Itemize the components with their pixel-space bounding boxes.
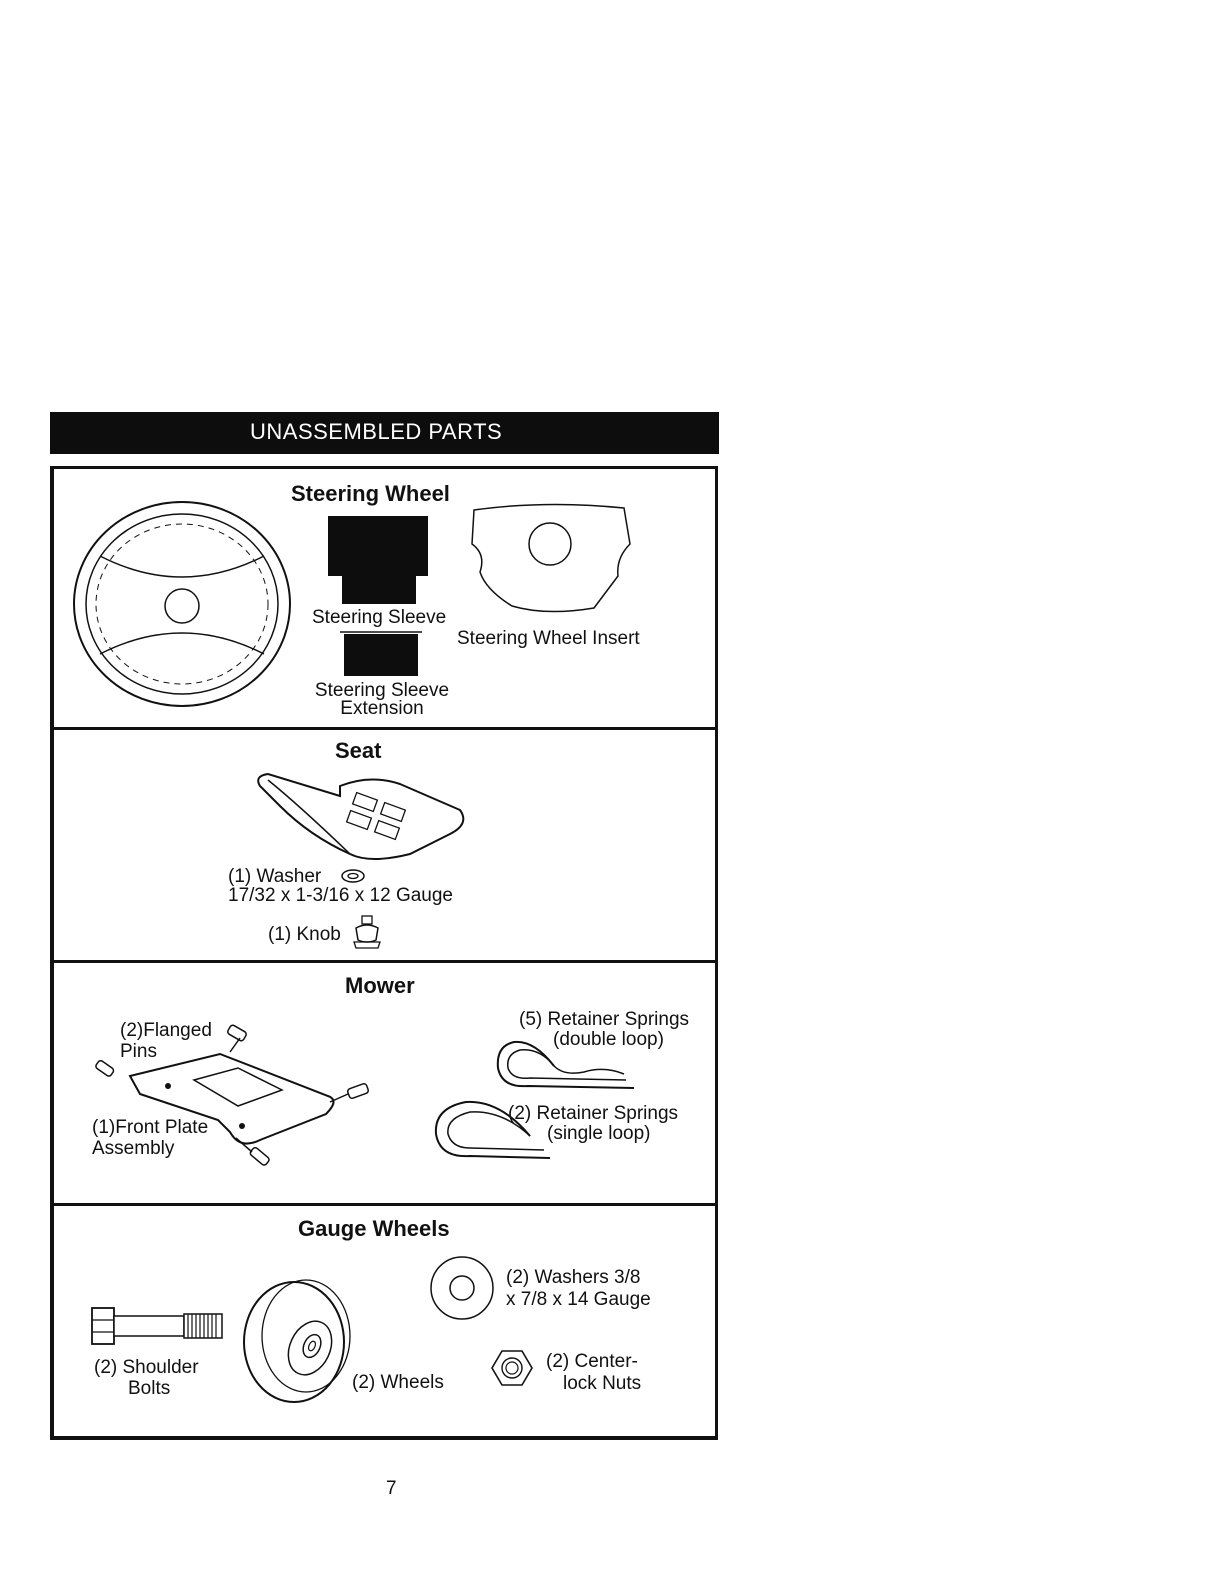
steering-title: Steering Wheel (291, 481, 450, 506)
steering-wheel-icon (70, 490, 300, 720)
steering-extension-label-2: Extension (340, 698, 424, 719)
steering-insert-label: Steering Wheel Insert (457, 628, 640, 649)
shoulder-bolt-icon (88, 1304, 228, 1348)
section-header (50, 412, 719, 454)
seat-knob-label: (1) Knob (268, 924, 341, 945)
section-title: UNASSEMBLED PARTS (250, 419, 503, 444)
seat-washer-label-1: (1) Washer (228, 866, 322, 887)
divider-gauge (50, 1203, 718, 1206)
front-plate-label-1: (1)Front Plate (92, 1117, 209, 1138)
washers-label-2: x 7/8 x 14 Gauge (506, 1289, 651, 1310)
knob-icon (352, 914, 382, 950)
centerlock-nuts-label-1: (2) Center- (546, 1351, 638, 1372)
seat-title: Seat (335, 738, 382, 763)
gauge-wheel-icon (240, 1276, 360, 1406)
double-loop-label-1: (5) Retainer Springs (519, 1009, 690, 1030)
centerlock-nut-icon (490, 1348, 534, 1388)
shoulder-bolts-label-2: Bolts (128, 1378, 171, 1399)
divider-seat (50, 727, 718, 730)
seat-washer-label-2: 17/32 x 1-3/16 x 12 Gauge (228, 885, 453, 906)
front-plate-label-2: Assembly (92, 1138, 175, 1159)
gauge-wheels-title: Gauge Wheels (298, 1216, 450, 1241)
shoulder-bolts-label-1: (2) Shoulder (94, 1357, 199, 1378)
steering-extension-label-1: Steering Sleeve (314, 680, 450, 701)
washer-icon (340, 868, 366, 884)
flanged-pins-label-1: (2)Flanged (120, 1020, 212, 1041)
centerlock-nuts-label-2: lock Nuts (563, 1373, 642, 1394)
single-loop-label-2: (single loop) (547, 1123, 651, 1144)
steering-sleeve-icon (328, 516, 428, 606)
steering-sleeve-extension-icon (340, 630, 422, 678)
steering-sleeve-label: Steering Sleeve (312, 607, 447, 628)
mower-title: Mower (345, 973, 415, 998)
steering-wheel-insert-icon (466, 498, 636, 618)
double-loop-label-2: (double loop) (553, 1029, 664, 1050)
divider-mower (50, 960, 718, 963)
double-loop-spring-icon (494, 1036, 639, 1096)
washer-large-icon (428, 1254, 496, 1322)
flanged-pins-label-2: Pins (120, 1041, 157, 1062)
page-number: 7 (386, 1478, 397, 1499)
wheels-label: (2) Wheels (352, 1372, 444, 1393)
washers-label-1: (2) Washers 3/8 (506, 1267, 641, 1288)
seat-icon (250, 766, 475, 866)
single-loop-spring-icon (430, 1096, 558, 1166)
single-loop-label-1: (2) Retainer Springs (508, 1103, 679, 1124)
